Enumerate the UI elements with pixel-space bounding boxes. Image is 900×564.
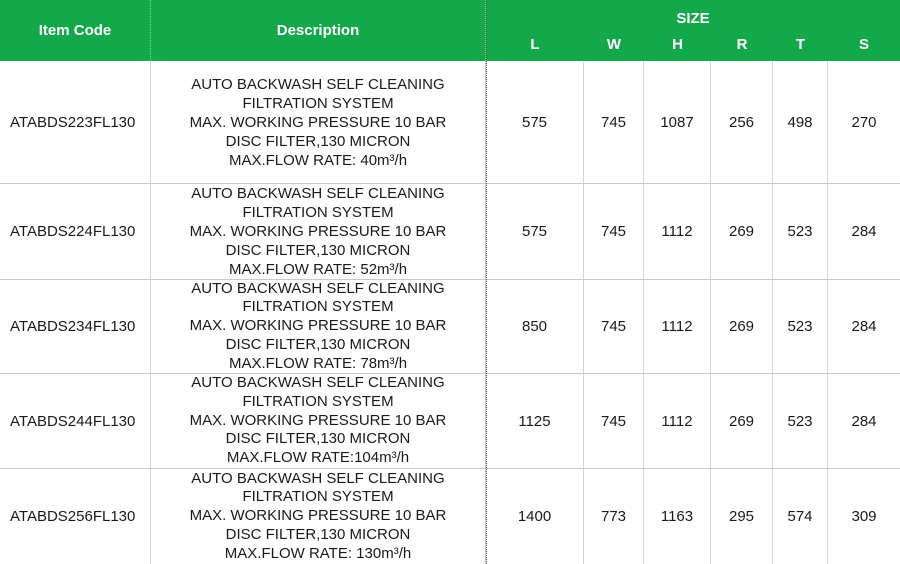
description-line: MAX. WORKING PRESSURE 10 BAR [189,113,447,131]
cell-s: 270 [828,61,900,184]
cell-w: 745 [584,61,644,184]
cell-t: 498 [773,61,828,184]
cell-s: 309 [851,508,877,525]
cell-w: 745 [584,184,644,280]
cell-l: 575 [486,184,584,280]
cell-t: 523 [773,374,828,469]
size-column-divider [486,0,487,564]
cell-t: 574 [773,469,828,564]
cell-r: 269 [711,280,773,374]
header-size: SIZE [486,0,900,34]
header-s: S [828,34,900,61]
cell-t: 523 [773,280,828,374]
description-line: DISC FILTER,130 MICRON [225,430,411,448]
cell-item-code: ATABDS224FL130 [0,184,151,280]
cell-description [151,280,486,374]
header-t: T [773,34,828,61]
cell-h: 1087 [644,61,711,184]
cell-h: 1112 [644,184,711,280]
cell-s: 284 [828,280,900,374]
description-line: DISC FILTER,130 MICRON [225,132,411,150]
cell-r: 269 [711,374,773,469]
cell-w: 745 [584,280,644,374]
cell-l: 850 [486,280,584,374]
description-line: AUTO BACKWASH SELF CLEANING [191,469,445,487]
header-l: L [486,34,584,61]
description-line: DISC FILTER,130 MICRON [225,335,411,353]
description-line: MAX. WORKING PRESSURE 10 BAR [189,507,447,525]
header-item-code: Item Code [0,0,151,61]
cell-r: 295 [711,469,773,564]
description-line: FILTRATION SYSTEM [242,392,394,410]
cell-description [151,184,486,280]
cell-s: 284 [828,374,900,469]
cell-r: 256 [711,61,773,184]
cell-item-code: ATABDS223FL130 [0,61,151,184]
description-line: AUTO BACKWASH SELF CLEANING [191,374,445,391]
description-line: MAX. WORKING PRESSURE 10 BAR [189,223,447,240]
header-h: H [644,34,711,61]
description-line: AUTO BACKWASH SELF CLEANING [191,279,445,297]
cell-w: 745 [584,374,644,469]
description-line: DISC FILTER,130 MICRON [225,525,411,543]
description-line: MAX.FLOW RATE: 40m³/h [228,151,408,169]
cell-description [151,374,486,469]
description-line: MAX. WORKING PRESSURE 10 BAR [189,411,447,429]
description-line: FILTRATION SYSTEM [242,488,394,506]
description-line: FILTRATION SYSTEM [242,204,394,221]
cell-item-code: ATABDS244FL130 [0,374,151,469]
cell-h: 1163 [644,469,711,564]
cell-description [151,61,486,184]
cell-item-code: ATABDS234FL130 [0,280,151,374]
cell-h: 1112 [644,280,711,374]
description-line: MAX.FLOW RATE: 52m³/h [228,261,408,278]
description-line: DISC FILTER,130 MICRON [225,242,411,259]
cell-l: 1400 [486,469,584,564]
header-r: R [711,34,773,61]
description-line: MAX.FLOW RATE: 78m³/h [228,354,408,372]
cell-w: 773 [584,469,644,564]
header-description: Description [151,0,486,61]
description-line: AUTO BACKWASH SELF CLEANING [191,75,445,93]
cell-l: 1125 [486,374,584,469]
cell-description [151,469,486,564]
cell-r: 269 [711,184,773,280]
cell-t: 523 [773,184,828,280]
header-w: W [584,34,644,61]
cell-item-code: ATABDS256FL130 [0,469,151,564]
cell-l: 575 [486,61,584,184]
description-line: MAX.FLOW RATE: 130m³/h [224,544,412,562]
description-line: MAX.FLOW RATE:104m³/h [226,449,410,467]
description-line: FILTRATION SYSTEM [242,298,394,316]
description-line: MAX. WORKING PRESSURE 10 BAR [189,317,447,335]
description-line: AUTO BACKWASH SELF CLEANING [191,185,445,202]
cell-s: 284 [828,184,900,280]
cell-h: 1112 [644,374,711,469]
description-line: FILTRATION SYSTEM [242,94,394,112]
